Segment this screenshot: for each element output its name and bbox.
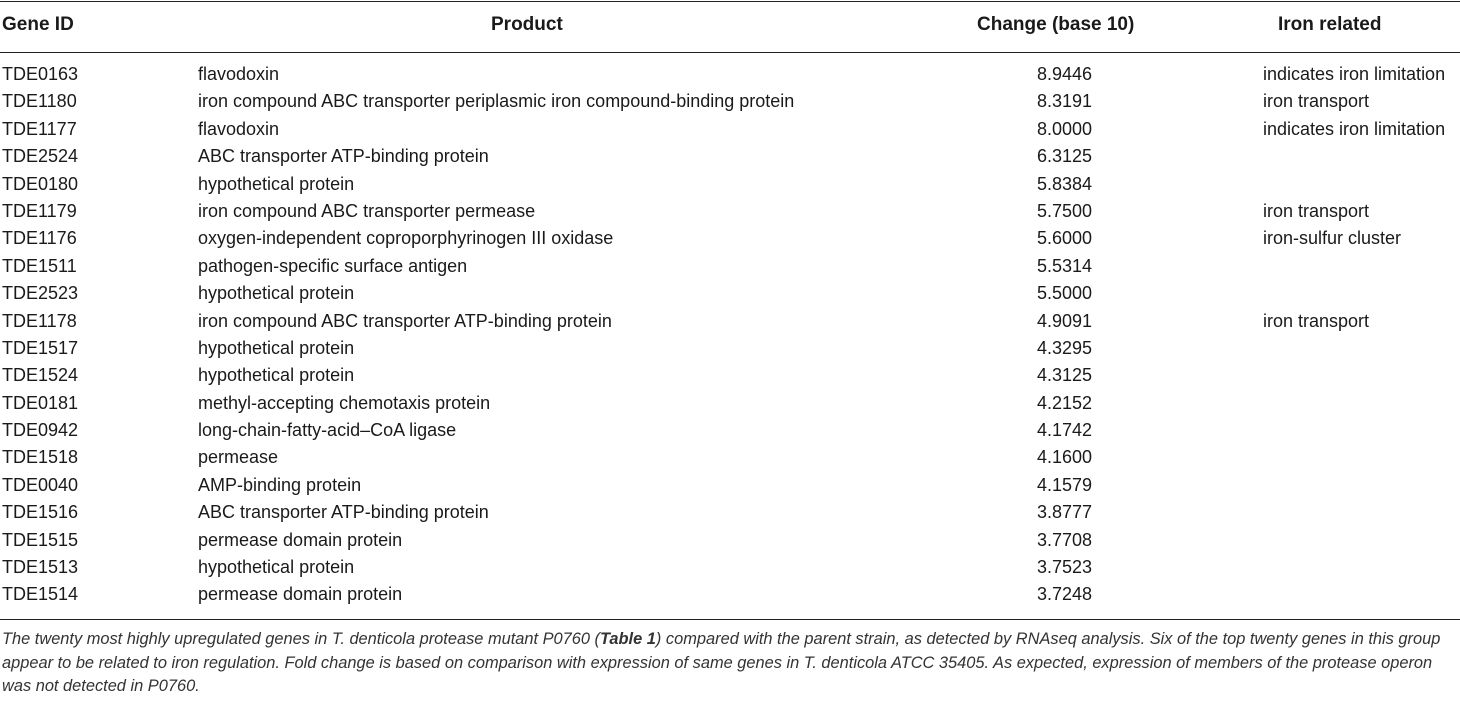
cell-change: 4.3125 bbox=[1036, 365, 1092, 386]
cell-product: ABC transporter ATP-binding protein bbox=[198, 146, 489, 167]
cell-iron-related: iron-sulfur cluster bbox=[1263, 228, 1402, 249]
cell-change: 5.8384 bbox=[1036, 173, 1092, 194]
cell-gene-id: TDE1524 bbox=[2, 365, 79, 386]
cell-gene-id: TDE1517 bbox=[2, 337, 79, 358]
cell-product: iron compound ABC transporter ATP-binding protein bbox=[198, 310, 612, 331]
table-caption bbox=[2, 628, 1458, 699]
caption-text-before: The twenty most highly upregulated genes in T. denticola protease mutant P0760 ( bbox=[2, 630, 601, 648]
table-bottom-rule bbox=[0, 619, 1460, 620]
table-header-rule bbox=[0, 52, 1460, 53]
caption-text-after: ) compared with the parent strain, as detected by RNAseq analysis. Six of the top twenty genes in this group appear to be related to iron regulation. Fold change is based on comparison with expression of same genes in T. denticola ATCC 35405. As expected, expression of members of the protease operon was not detected in P0760. bbox=[2, 630, 1441, 695]
header-gene-id: Gene ID bbox=[2, 14, 74, 35]
cell-iron-related: iron transport bbox=[1263, 310, 1370, 331]
table-row bbox=[0, 555, 1460, 582]
cell-iron-related: indicates iron limitation bbox=[1263, 64, 1446, 84]
cell-gene-id: TDE0180 bbox=[2, 173, 79, 194]
cell-change: 6.3125 bbox=[1036, 146, 1092, 167]
cell-iron-related: iron transport bbox=[1263, 200, 1370, 221]
cell-change: 3.7248 bbox=[1036, 584, 1092, 605]
table-row bbox=[0, 254, 1460, 281]
cell-gene-id: TDE1514 bbox=[2, 584, 79, 605]
cell-product: methyl-accepting chemotaxis protein bbox=[198, 392, 491, 413]
table-row bbox=[0, 336, 1460, 363]
cell-gene-id: TDE2523 bbox=[2, 283, 79, 304]
cell-product: oxygen-independent coproporphyrinogen III oxidase bbox=[198, 228, 614, 249]
table-row bbox=[0, 172, 1460, 199]
header-product: Product bbox=[491, 14, 563, 35]
cell-change: 4.1579 bbox=[1036, 474, 1092, 495]
cell-change: 5.7500 bbox=[1036, 200, 1092, 221]
cell-product: AMP-binding protein bbox=[198, 474, 362, 495]
table-row bbox=[0, 226, 1460, 253]
table-header bbox=[0, 14, 1460, 40]
table-row bbox=[0, 144, 1460, 171]
table-row bbox=[0, 500, 1460, 527]
table-row bbox=[0, 309, 1460, 336]
table-row bbox=[0, 89, 1460, 116]
cell-gene-id: TDE1516 bbox=[2, 502, 79, 523]
cell-product: iron compound ABC transporter periplasmic iron compound-binding protein bbox=[198, 91, 795, 112]
cell-product: iron compound ABC transporter permease bbox=[198, 200, 536, 221]
cell-change: 4.1742 bbox=[1036, 420, 1092, 441]
cell-gene-id: TDE0942 bbox=[2, 420, 79, 441]
table-row bbox=[0, 418, 1460, 445]
cell-product: flavodoxin bbox=[198, 64, 280, 84]
cell-change: 8.3191 bbox=[1036, 91, 1092, 112]
table-row bbox=[0, 528, 1460, 555]
cell-change: 3.7708 bbox=[1036, 529, 1092, 550]
cell-gene-id: TDE1515 bbox=[2, 529, 79, 550]
cell-gene-id: TDE1513 bbox=[2, 557, 79, 578]
table-top-rule bbox=[0, 1, 1460, 2]
cell-gene-id: TDE1180 bbox=[2, 91, 77, 112]
cell-change: 5.6000 bbox=[1036, 228, 1092, 249]
cell-gene-id: TDE1176 bbox=[2, 228, 77, 249]
table-row bbox=[0, 582, 1460, 609]
cell-product: hypothetical protein bbox=[198, 365, 355, 386]
table-row bbox=[0, 391, 1460, 418]
cell-change: 4.3295 bbox=[1036, 337, 1092, 358]
table-row bbox=[0, 62, 1460, 89]
cell-change: 3.7523 bbox=[1036, 557, 1092, 578]
cell-gene-id: TDE1518 bbox=[2, 447, 79, 468]
cell-change: 3.8777 bbox=[1036, 502, 1092, 523]
cell-product: permease bbox=[198, 447, 279, 468]
cell-product: permease domain protein bbox=[198, 529, 403, 550]
cell-product: ABC transporter ATP-binding protein bbox=[198, 502, 489, 523]
cell-product: hypothetical protein bbox=[198, 557, 355, 578]
cell-gene-id: TDE1177 bbox=[2, 118, 77, 139]
table-body bbox=[0, 62, 1460, 610]
cell-change: 4.9091 bbox=[1036, 310, 1092, 331]
table-row bbox=[0, 445, 1460, 472]
cell-gene-id: TDE1511 bbox=[2, 255, 77, 276]
cell-iron-related: indicates iron limitation bbox=[1263, 118, 1446, 139]
table-row bbox=[0, 363, 1460, 390]
table-row bbox=[0, 281, 1460, 308]
cell-gene-id: TDE0163 bbox=[2, 64, 79, 84]
cell-change: 4.2152 bbox=[1036, 392, 1092, 413]
cell-change: 5.5314 bbox=[1036, 255, 1092, 276]
table-row bbox=[0, 473, 1460, 500]
cell-product: flavodoxin bbox=[198, 118, 280, 139]
cell-gene-id: TDE1179 bbox=[2, 200, 77, 221]
cell-change: 8.0000 bbox=[1036, 118, 1092, 139]
cell-product: hypothetical protein bbox=[198, 337, 355, 358]
header-iron-related: Iron related bbox=[1278, 14, 1382, 35]
cell-change: 5.5000 bbox=[1036, 283, 1092, 304]
table-row bbox=[0, 199, 1460, 226]
cell-gene-id: TDE1178 bbox=[2, 310, 77, 331]
cell-product: permease domain protein bbox=[198, 584, 403, 605]
cell-iron-related: iron transport bbox=[1263, 91, 1370, 112]
cell-gene-id: TDE0040 bbox=[2, 474, 79, 495]
caption-table-ref: Table 1 bbox=[600, 630, 656, 648]
cell-product: hypothetical protein bbox=[198, 283, 355, 304]
cell-product: hypothetical protein bbox=[198, 173, 355, 194]
cell-gene-id: TDE2524 bbox=[2, 146, 79, 167]
cell-change: 8.9446 bbox=[1036, 64, 1092, 84]
cell-change: 4.1600 bbox=[1036, 447, 1092, 468]
table-row bbox=[0, 117, 1460, 144]
cell-gene-id: TDE0181 bbox=[2, 392, 79, 413]
cell-product: long-chain-fatty-acid–CoA ligase bbox=[198, 420, 457, 441]
cell-product: pathogen-specific surface antigen bbox=[198, 255, 468, 276]
header-change: Change (base 10) bbox=[977, 14, 1135, 35]
